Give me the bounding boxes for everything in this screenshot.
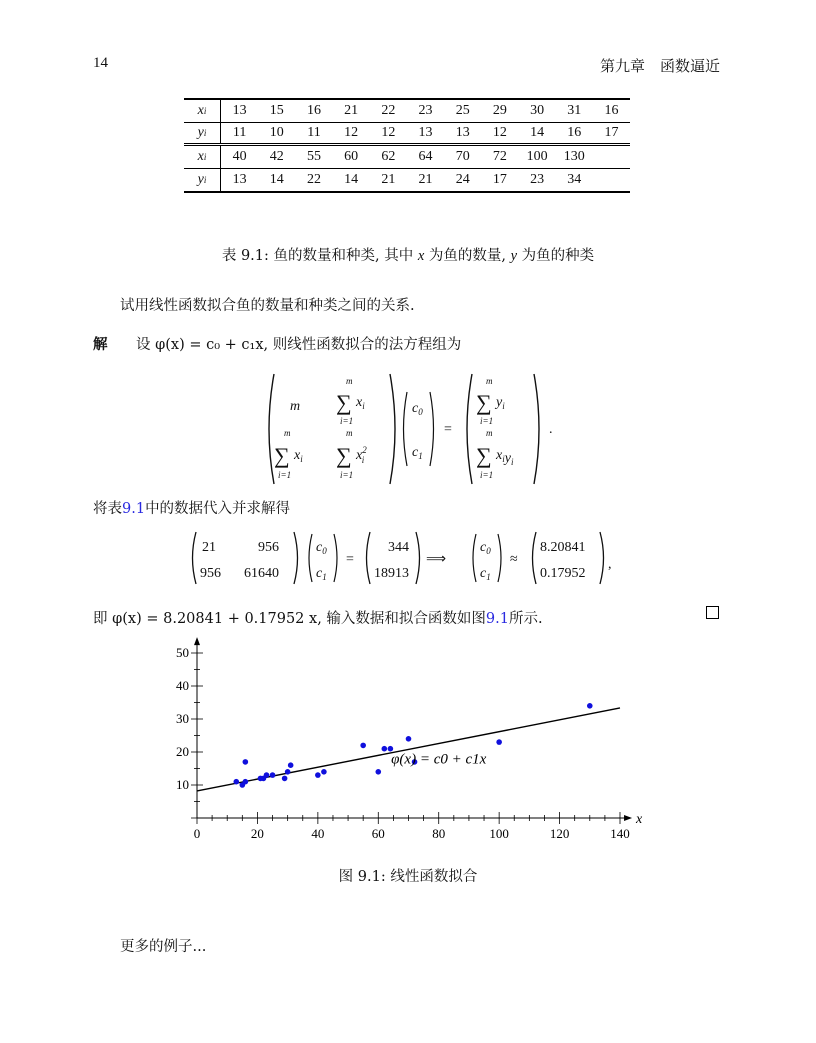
x-tick-label: 0 xyxy=(193,826,201,841)
table-cell: 14 xyxy=(530,125,545,140)
svg-text:i=1: i=1 xyxy=(278,470,292,480)
table-cell: 25 xyxy=(455,103,470,118)
row-label: x i xyxy=(184,146,221,168)
svg-text:i=1: i=1 xyxy=(340,470,354,480)
table-caption: 表 9.1: 鱼的数量和种类, 其中 x 为鱼的数量, y 为鱼的种类 xyxy=(221,248,595,264)
table-cell: 22 xyxy=(381,103,396,118)
table-cell: 11 xyxy=(232,125,247,140)
y-tick-label: 10 xyxy=(176,777,189,792)
substitute-text: 将表9.1中的数据代入并求解得 xyxy=(93,501,291,517)
table-cell: 60 xyxy=(344,149,359,164)
table-cell: 16 xyxy=(567,125,582,140)
x-tick-label: 40 xyxy=(311,826,325,841)
row-label: x i xyxy=(184,100,221,122)
solution-intro: 设 φ(x) = c₀ + c₁x, 则线性函数拟合的法方程组为 xyxy=(136,337,462,353)
data-point xyxy=(375,769,381,775)
table-cell: 55 xyxy=(306,149,321,164)
svg-text:c1: $c_1$ xyxy=(412,445,423,461)
table-cell: 24 xyxy=(455,172,470,187)
data-point xyxy=(282,776,288,782)
data-point xyxy=(321,769,327,775)
figure-caption: 图 9.1: 线性函数拟合 xyxy=(338,869,478,885)
svg-text:=: = xyxy=(444,422,452,437)
svg-text:∑: ∑ xyxy=(476,390,492,415)
table-row xyxy=(184,146,630,169)
table-cell: 62 xyxy=(381,149,396,164)
svg-text:i=1: i=1 xyxy=(480,416,494,426)
x-axis-arrow xyxy=(624,815,632,821)
data-point xyxy=(360,743,366,749)
table-cell: 17 xyxy=(604,125,619,140)
table-cell: 13 xyxy=(455,125,470,140)
table-cell: 42 xyxy=(269,149,284,164)
data-table xyxy=(184,98,630,193)
svg-text:i=1: i=1 xyxy=(340,416,354,426)
table-cell: 12 xyxy=(492,125,507,140)
y-tick-label: 20 xyxy=(176,744,189,759)
data-point xyxy=(233,779,239,785)
x-tick-label: 60 xyxy=(371,826,385,841)
figure-ref-link[interactable]: 9.1 xyxy=(485,611,509,627)
table-cell: 70 xyxy=(455,149,470,164)
table-cell: 34 xyxy=(567,172,582,187)
svg-text:c0: $c_0$ xyxy=(412,401,423,417)
svg-text:≈: ≈ xyxy=(510,552,518,567)
svg-text:c1: $c_1$ xyxy=(316,566,327,582)
running-head: 第九章 函数逼近 xyxy=(599,57,720,75)
svg-text:=: = xyxy=(346,552,354,567)
table-cell: 100 xyxy=(526,149,548,164)
table-cell: 21 xyxy=(381,172,396,187)
a22: 61640 xyxy=(244,566,279,581)
table-cell: 17 xyxy=(492,172,507,187)
solution-label: 解 xyxy=(93,336,108,353)
data-point xyxy=(406,736,412,742)
svg-text:c0: $c_0$ xyxy=(316,540,327,556)
table-row xyxy=(184,100,630,123)
svg-text:.: . xyxy=(549,422,553,437)
y-tick-label: 40 xyxy=(176,678,189,693)
y-axis-arrow xyxy=(194,637,200,645)
table-cell: 29 xyxy=(492,103,507,118)
table-cell: 40 xyxy=(232,149,247,164)
data-point xyxy=(243,779,249,785)
r1: 8.20841 xyxy=(540,540,586,555)
svg-text:∑: ∑ xyxy=(476,443,492,468)
svg-text:⟹: ⟹ xyxy=(426,552,447,567)
table-cell: 12 xyxy=(344,125,359,140)
b2: 18913 xyxy=(374,566,409,581)
svg-text:xiyi: $x_iy_i$ xyxy=(496,448,514,467)
a11: 21 xyxy=(202,540,216,555)
x-tick-label: 120 xyxy=(549,826,570,841)
data-point xyxy=(243,759,249,765)
r2: 0.17952 xyxy=(540,566,586,581)
a12: 956 xyxy=(258,540,279,555)
table-cell: 15 xyxy=(269,103,284,118)
table-cell: 22 xyxy=(306,172,321,187)
data-point xyxy=(496,739,502,745)
svg-text:m: m xyxy=(486,428,493,438)
data-point xyxy=(587,703,593,709)
table-cell: 13 xyxy=(418,125,433,140)
data-point xyxy=(315,772,321,778)
table-cell: 13 xyxy=(232,103,247,118)
x-tick-label: 140 xyxy=(610,826,630,841)
x-tick-label: 100 xyxy=(489,826,509,841)
x-tick-label: 20 xyxy=(250,826,264,841)
data-point xyxy=(382,746,388,752)
table-row xyxy=(184,169,630,191)
svg-text:∑: ∑ xyxy=(336,390,352,415)
svg-text:m: m xyxy=(486,376,493,386)
table-cell: 72 xyxy=(492,149,507,164)
page-number: 14 xyxy=(93,55,108,71)
x-axis-label: x xyxy=(636,812,643,827)
svg-text:xi: $x_i$ xyxy=(294,448,303,464)
table-cell: 23 xyxy=(418,103,433,118)
qed-box xyxy=(706,606,719,619)
svg-text:m: m xyxy=(346,428,353,438)
table-cell: 10 xyxy=(269,125,284,140)
svg-text:m: m xyxy=(346,376,353,386)
table-cell: 16 xyxy=(306,103,321,118)
svg-text:m: m xyxy=(284,428,291,438)
table-cell: 16 xyxy=(604,103,619,118)
result-text: 即 φ(x) = 8.20841 + 0.17952 x, 输入数据和拟合函数如图9.1所示. xyxy=(93,611,543,627)
table-cell: 130 xyxy=(563,149,585,164)
fit-label: φ(x) = c0 + c1x xyxy=(391,751,487,768)
table-row xyxy=(184,123,630,146)
data-point xyxy=(288,762,294,768)
row-label: y i xyxy=(184,169,221,191)
data-point xyxy=(264,772,270,778)
b1: 344 xyxy=(388,540,409,555)
table-ref-link[interactable]: 9.1 xyxy=(122,501,146,517)
svg-text:,: , xyxy=(608,557,612,572)
table-cell: 14 xyxy=(344,172,359,187)
table-cell: 11 xyxy=(307,125,321,140)
svg-text:c1: $c_1$ xyxy=(480,566,491,582)
scatter-chart xyxy=(150,636,650,846)
svg-text:m: m xyxy=(290,399,301,414)
data-point xyxy=(285,769,291,775)
table-cell: 64 xyxy=(418,149,433,164)
table-cell: 21 xyxy=(418,172,433,187)
normal-equations xyxy=(262,370,572,488)
svg-text:c0: $c_0$ xyxy=(480,540,491,556)
problem-text: 试用线性函数拟合鱼的数量和种类之间的关系. xyxy=(120,298,415,314)
svg-text:xi: $x_i$ xyxy=(356,395,365,411)
svg-text:i=1: i=1 xyxy=(480,470,494,480)
svg-text:yi: $y_i$ xyxy=(496,395,505,411)
svg-text:∑: ∑ xyxy=(336,443,352,468)
more-examples-text: 更多的例子... xyxy=(120,939,207,955)
data-point xyxy=(270,772,276,778)
svg-text:x2i: $x^2$ i xyxy=(356,445,367,465)
table-cell: 14 xyxy=(269,172,284,187)
y-tick-label: 30 xyxy=(176,711,189,726)
table-cell: 21 xyxy=(344,103,359,118)
y-tick-label: 50 xyxy=(176,645,189,660)
table-cell: 12 xyxy=(381,125,396,140)
numeric-system xyxy=(188,528,638,588)
table-cell: 13 xyxy=(232,172,247,187)
row-label: y i xyxy=(184,123,221,143)
table-cell: 31 xyxy=(567,103,582,118)
a21: 956 xyxy=(200,566,221,581)
x-tick-label: 80 xyxy=(432,826,446,841)
svg-text:∑: ∑ xyxy=(274,443,290,468)
table-cell: 30 xyxy=(530,103,545,118)
table-cell: 23 xyxy=(530,172,545,187)
